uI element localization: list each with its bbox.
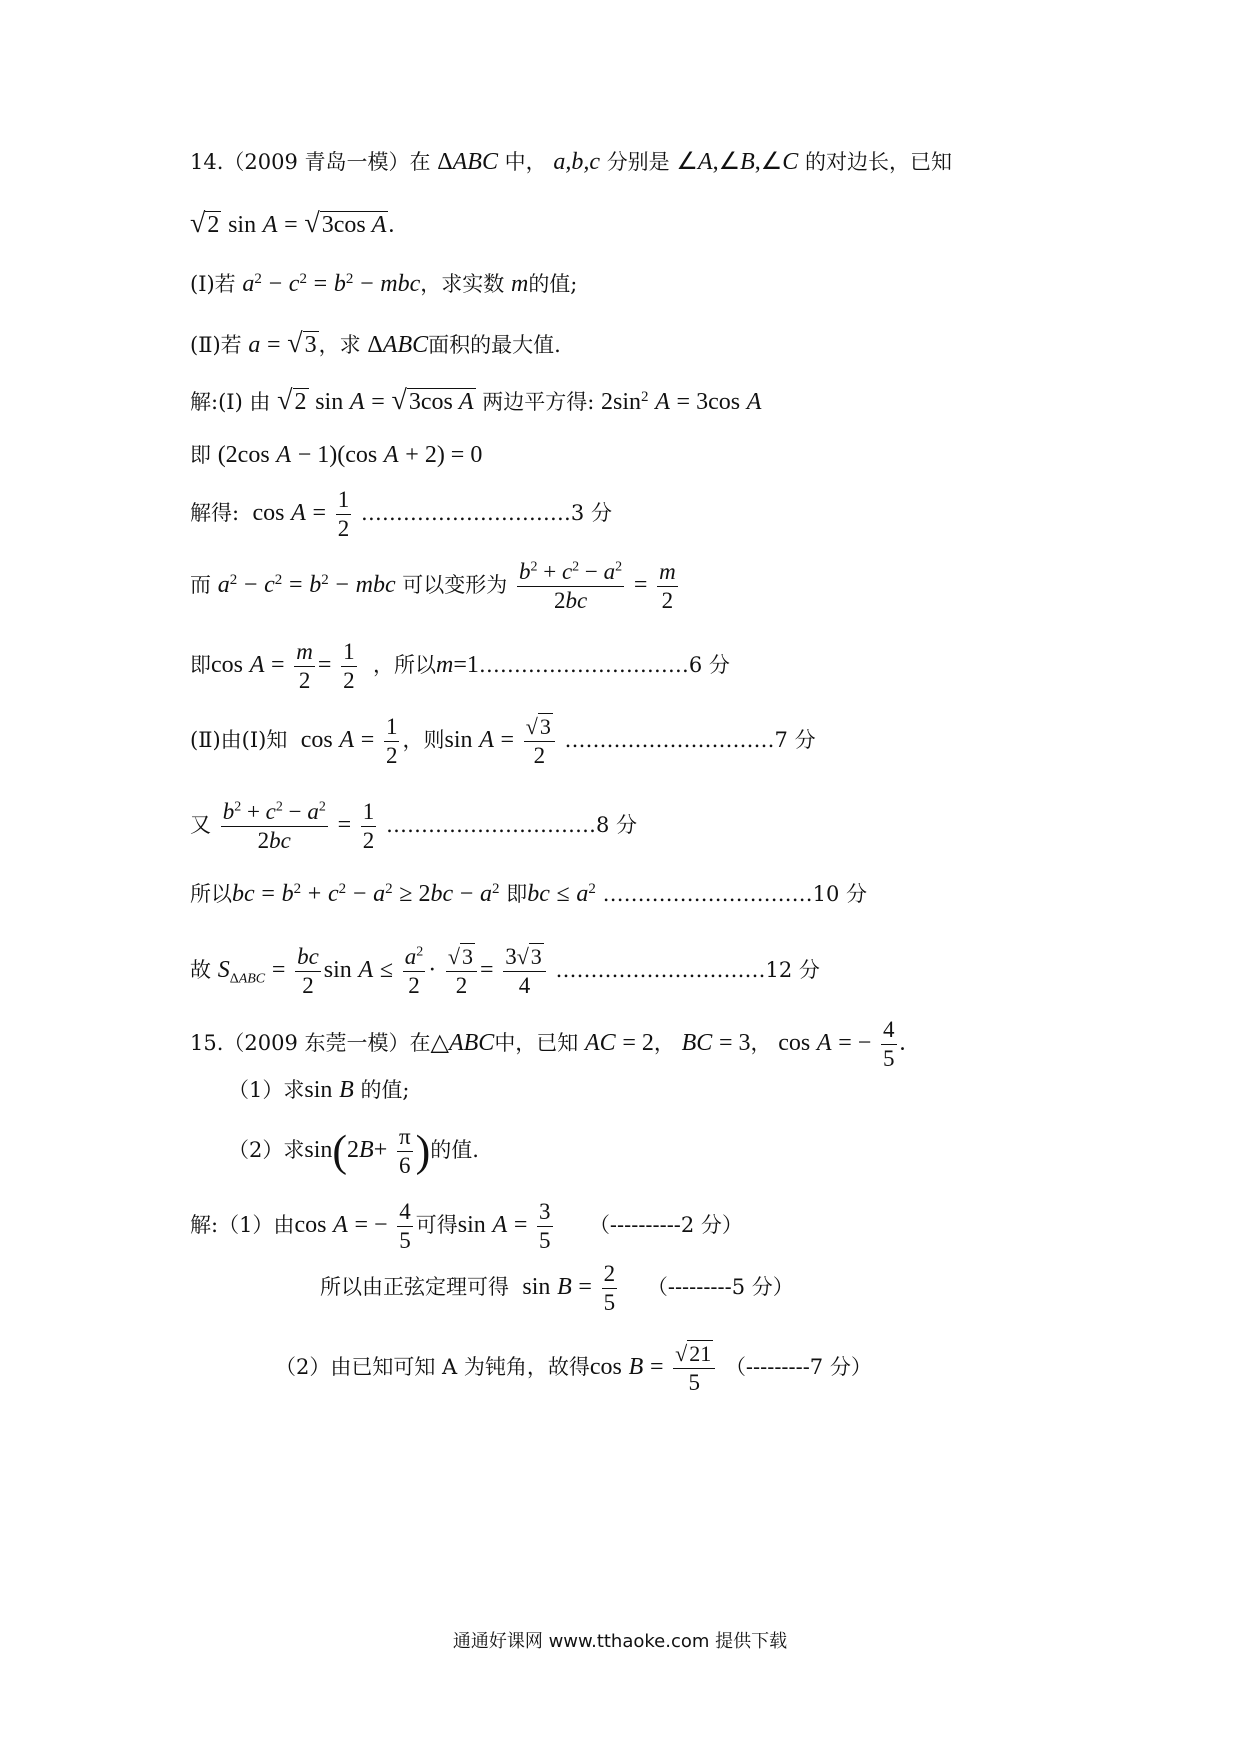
p15-s2: 所以由正弦定理可得 sin B = $\frac{2}{5}$ （---------5 分） xyxy=(320,1261,794,1316)
p14-sol1: 解:(Ⅰ) 由 √2 sin A = √3cos A 两边平方得: $2\sin^2$ A = 3cos A xyxy=(190,385,762,416)
p14-header: 14.（2009 青岛一模）在 ΔABC 中， a,b,c 分别是 ∠A,∠B,∠C 的对边长，已知 xyxy=(190,149,952,175)
p15-s3: （2）由已知可知 A 为钝角，故得cos B = $\frac{√21}{5}$ （---------7 分） xyxy=(275,1341,872,1396)
p14-condition: √2 sin A = √3cos A. xyxy=(190,208,395,239)
p14-sol7: 又 $\frac{b^2 + c^2 - a^2}{2bc}$ = $\frac{1}{2}$ …………………………8 分 xyxy=(190,799,638,854)
p14-sol8: 所以bc = $b^2 + c^2 - a^2 \ge 2bc - a^2$ 即bc ≤ $a^2$ …………………………10 分 xyxy=(190,881,867,907)
p15-q2: （2）求sin(2B+ $\frac{\pi}{6}$ )的值. xyxy=(228,1124,479,1179)
p15-s1: 解:（1）由cos A = − $\frac{4}{5}$ 可得sin A = $\frac{3}{5}$ （----------2 分） xyxy=(190,1199,743,1254)
page-footer: 通通好课网 www.tthaoke.com 提供下载 xyxy=(452,1631,788,1652)
p15-q1: （1）求sin B 的值; xyxy=(228,1077,410,1103)
p14-sol6: (Ⅱ)由(Ⅰ)知 cos A = $\frac{1}{2}$ ，则sin A = $\frac{√3}{2}$ …………………………7 分 xyxy=(190,714,816,769)
p14-sol5: 即cos A = $\frac{m}{2}$ = $\frac{1}{2}$ ，所以m=1…………………………6 分 xyxy=(190,639,730,694)
p15-header: 15.（2009 东莞一模）在△ABC中，已知 AC = 2， BC = 3， cos A = − $\frac{4}{5}$ . xyxy=(190,1017,906,1072)
p14-part1: (Ⅰ)若 $a^2 - c^2 = b^2$ − mbc，求实数 m的值; xyxy=(190,271,578,297)
p14-sol3: 解得: cos A = $\frac{1}{2}$ …………………………3 分 xyxy=(190,487,612,542)
p14-sol4: 而 $a^2 - c^2 = b^2$ − mbc 可以变形为 $\frac{b^2 + c^2 - a^2}{2bc}$ = $\frac{m}{2}$ xyxy=(190,559,676,614)
p14-part2: (Ⅱ)若 a = √3，求 ΔABC面积的最大值. xyxy=(190,328,561,359)
p14-sol2: 即 (2cos A − 1)(cos A + 2) = 0 xyxy=(190,442,483,468)
p14-sol9: 故 $S_{\Delta ABC}$ = $\frac{bc}{2}$ sin A ≤ $\frac{a^2}{2}$ · $\frac{√3}{2}$ = $\frac{3√3}{4}$ …………………………12 分 xyxy=(190,944,820,999)
